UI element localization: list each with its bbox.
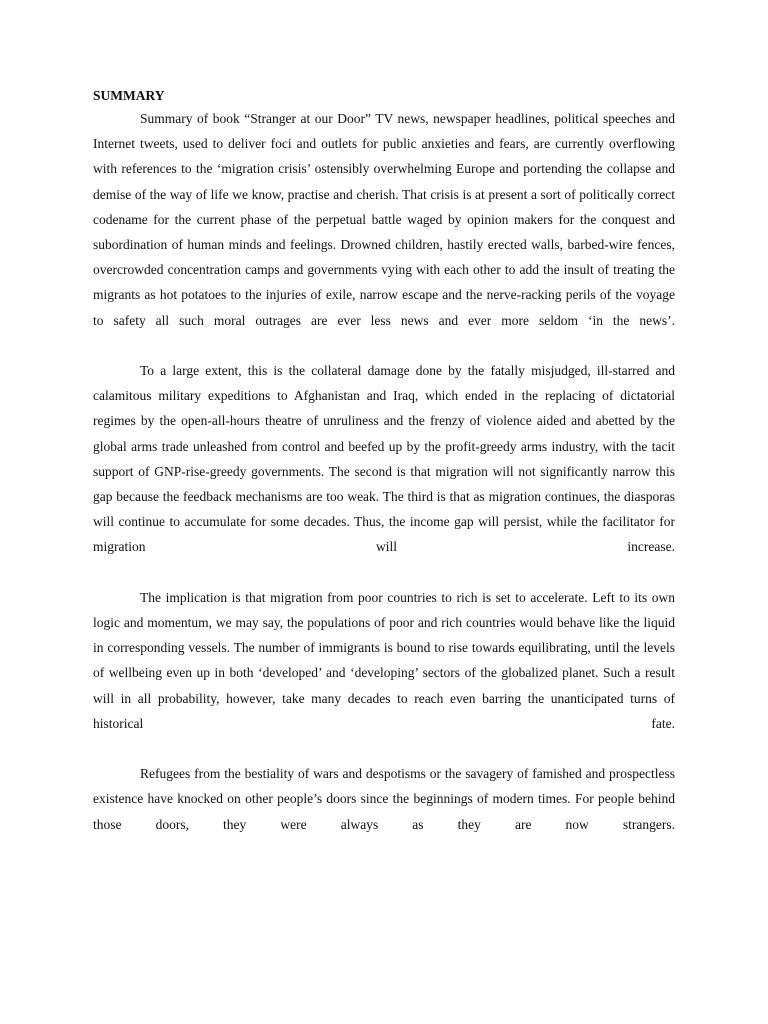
paragraph-gap <box>93 560 675 585</box>
paragraph-gap <box>93 736 675 761</box>
paragraph-4: Refugees from the bestiality of wars and despotisms or the savagery of famished and prospectless existence have knocked on other people’s doors since the beginnings of modern times. For people behind those doors, they were always as they are now strangers. <box>93 766 675 832</box>
paragraph-1: Summary of book “Stranger at our Door” TV news, newspaper headlines, political speeches and Internet tweets, used to deliver foci and outlets for public anxieties and fears, are currently overflowing with references to the ‘migration crisis’ ostensibly overwhelming Europe and portending the collapse and demise of the way of life we know, practise and cherish. That crisis is at present a sort of politically correct codename for the current phase of the perpetual battle waged by opinion makers for the conquest and subordination of human minds and feelings. Drowned children, hastily erected walls, barbed-wire fences, overcrowded concentration camps and governments vying with each other to add the insult of treating the migrants as hot potatoes to the injuries of exile, narrow escape and the nerve-racking perils of the voyage to safety all such moral outrages are ever less news and ever more seldom ‘in the news’. <box>93 111 675 328</box>
paragraph-2: To a large extent, this is the collateral damage done by the fatally misjudged, ill-starred and calamitous military expeditions to Afghanistan and Iraq, which ended in the replacing of dictatorial regimes by the open-all-hours theatre of unruliness and the frenzy of violence aided and abetted by the global arms trade unleashed from control and beefed up by the profit-greedy arms industry, with the tacit support of GNP-rise-greedy governments. The second is that migration will not significantly narrow this gap because the feedback mechanisms are too weak. The third is that as migration continues, the diasporas will continue to accumulate for some decades. Thus, the income gap will persist, while the facilitator for migration will increase. <box>93 363 675 555</box>
document-body <box>93 86 675 837</box>
section-heading: SUMMARY <box>93 88 165 103</box>
paragraph-gap <box>93 333 675 358</box>
paragraph-3: The implication is that migration from poor countries to rich is set to accelerate. Left to its own logic and momentum, we may say, the populations of poor and rich countries would behave like the liquid in corresponding vessels. The number of immigrants is bound to rise towards equilibrating, until the levels of wellbeing even up in both ‘developed’ and ‘developing’ sectors of the globalized planet. Such a result will in all probability, however, take many decades to reach even barring the unanticipated turns of historical fate. <box>93 589 675 731</box>
